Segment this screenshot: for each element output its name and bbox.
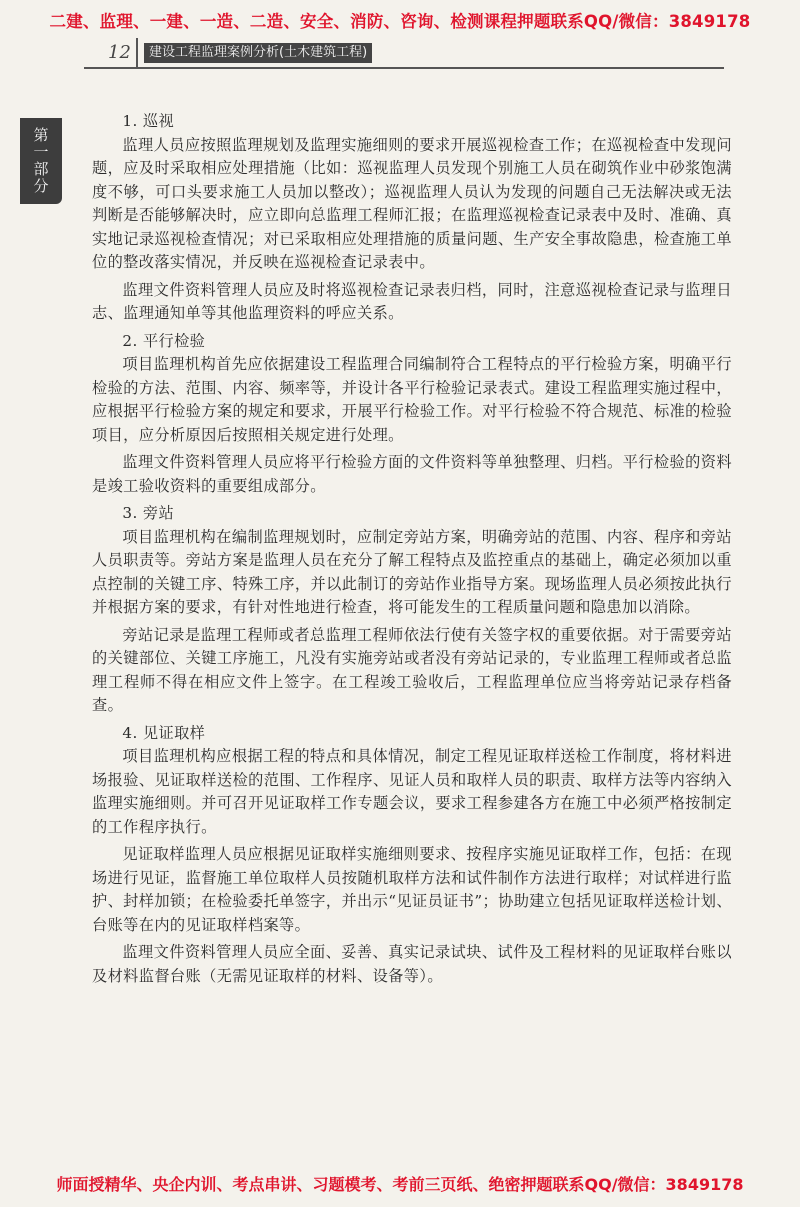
bottom-advert-banner: 师面授精华、央企内训、考点串讲、习题模考、考前三页纸、绝密押题联系QQ/微信：3849178 bbox=[56, 1175, 744, 1194]
paragraph: 项目监理机构首先应依据建设工程监理合同编制符合工程特点的平行检验方案，明确平行检验的方法、范围、内容、频率等，并设计各平行检验记录表式。建设工程监理实施过程中，应根据平行检验方案的规定和要求，开展平行检验工作。对平行检验不符合规范、标准的检验项目，应分析原因后按照相关规定进行处理。 bbox=[92, 355, 732, 444]
paragraph: 见证取样监理人员应根据见证取样实施细则要求、按程序实施见证取样工作，包括：在现场进行见证，监督施工单位取样人员按随机取样方法和试件制作方法进行取样；对试样进行监护、封样加锁；在检验委托单签字，并出示“见证员证书”；协助建立包括见证取样送检计划、台账等在内的见证取样档案等。 bbox=[92, 845, 732, 934]
top-advert-banner: 二建、监理、一建、一造、二造、安全、消防、咨询、检测课程押题联系QQ/微信：3849178 bbox=[49, 12, 751, 31]
paragraph: 项目监理机构在编制监理规划时，应制定旁站方案，明确旁站的范围、内容、程序和旁站人员职责等。旁站方案是监理人员在充分了解工程特点及监控重点的基础上，确定必须加以重点控制的关键工序、特殊工序，并以此制订的旁站作业指导方案。现场监理人员必须按此执行并根据方案的要求，有针对性地进行检查，将可能发生的工程质量问题和隐患加以消除。 bbox=[92, 527, 732, 616]
running-header bbox=[84, 38, 724, 68]
section-heading-witness-sampling: 4. 见证取样 bbox=[122, 723, 206, 742]
paragraph: 监理文件资料管理人员应将平行检验方面的文件资料等单独整理、归档。平行检验的资料是竣工验收资料的重要组成部分。 bbox=[92, 453, 732, 495]
paragraph: 监理人员应按照监理规划及监理实施细则的要求开展巡视检查工作；在巡视检查中发现问题，应及时采取相应处理措施（比如：巡视监理人员发现个别施工人员在砌筑作业中砂浆饱满度不够，可口头要求施工人员加以整改）；巡视监理人员认为发现的问题自己无法解决或无法判断是否能够解决时，应立即向总监理工程师汇报；在监理巡视检查记录表中及时、准确、真实地记录巡视检查情况；对已采取相应处理措施的质量问题、生产安全事故隐患，检查施工单位的整改落实情况，并反映在巡视检查记录表中。 bbox=[92, 135, 732, 271]
section-heading-patrol: 1. 巡视 bbox=[122, 112, 175, 130]
section-heading-parallel-inspection: 2. 平行检验 bbox=[122, 331, 206, 350]
book-title: 建设工程监理案例分析(土木建筑工程) bbox=[144, 43, 372, 63]
section-heading-side-station: 3. 旁站 bbox=[122, 504, 175, 522]
paragraph: 监理文件资料管理人员应全面、妥善、真实记录试块、试件及工程材料的见证取样台账以及材料监督台账（无需见证取样的材料、设备等）。 bbox=[92, 943, 732, 985]
page-number: 12 bbox=[108, 42, 131, 63]
part-tab-label: 第一部分 bbox=[31, 127, 50, 195]
header-divider bbox=[136, 38, 138, 68]
page-body bbox=[92, 110, 732, 988]
paragraph: 监理文件资料管理人员应及时将巡视检查记录表归档，同时，注意巡视检查记录与监理日志、监理通知单等其他监理资料的呼应关系。 bbox=[92, 280, 732, 322]
paragraph: 项目监理机构应根据工程的特点和具体情况，制定工程见证取样送检工作制度，将材料进场报验、见证取样送检的范围、工作程序、见证人员和取样人员的职责、取样方法等内容纳入监理实施细则。并可召开见证取样工作专题会议，要求工程参建各方在施工中必须严格按制定的工作程序执行。 bbox=[92, 747, 732, 836]
paragraph: 旁站记录是监理工程师或者总监理工程师依法行使有关签字权的重要依据。对于需要旁站的关键部位、关键工序施工，凡没有实施旁站或者没有旁站记录的，专业监理工程师或者总监理工程师不得在相应文件上签字。在工程竣工验收后，工程监理单位应当将旁站记录存档备查。 bbox=[92, 625, 732, 714]
header-rule bbox=[84, 67, 724, 69]
part-tab bbox=[20, 118, 62, 204]
